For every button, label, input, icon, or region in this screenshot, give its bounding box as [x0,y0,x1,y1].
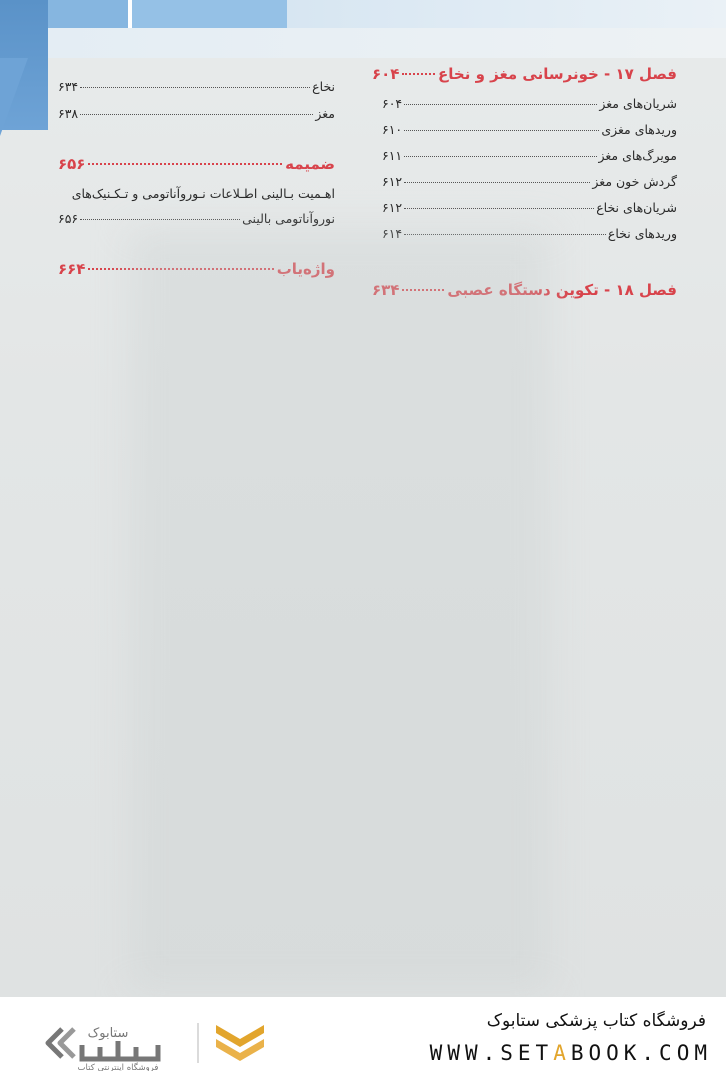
toc-entry [382,148,677,163]
entry-page: ۶۵۶ [58,211,79,226]
dot-leader [402,289,444,291]
entry-page: ۶۰۴ [382,96,403,111]
entry-page: ۶۱۰ [382,122,403,137]
store-url-link[interactable] [430,1041,712,1065]
url-part: WWW.SET [429,1041,554,1065]
dot-leader [404,156,596,157]
header-strip [48,28,726,58]
toc-entry [58,211,335,226]
toc-heading-appendix [58,155,335,173]
entry-title: نوروآناتومی بالینی [242,211,335,226]
chevron-left-icon [60,1029,74,1057]
toc-entry [382,226,677,241]
dot-leader [80,114,313,115]
entry-title: گردش خون مغز [592,174,677,189]
header-strip [287,0,726,28]
logo-text: ستابوک [87,1026,129,1041]
toc-entry [382,200,677,215]
dot-leader [88,268,273,270]
entry-page: ۶۱۲ [382,200,403,215]
toc-entry [58,106,335,121]
heading-page: ۶۰۴ [372,65,400,83]
dot-leader [80,87,310,88]
toc-entry [58,79,335,94]
heading-title: واژه‌یاب [276,260,335,278]
entry-title: وریدهای مغزی [601,122,677,137]
toc-heading-glossary [58,260,335,278]
toc-entry [382,96,677,111]
heading-title: فصل ۱۷ - خونرسانی مغز و نخاع [438,65,677,83]
header-strip [48,0,128,28]
entry-title: شریان‌های نخاع [596,200,677,215]
entry-title: مغز [315,106,335,121]
toc-heading-chapter17 [372,65,677,83]
entry-page: ۶۱۴ [382,226,403,241]
entry-title: شریان‌های مغز [599,96,677,111]
dot-leader [404,104,597,105]
toc-entry-line: اهـمیت بـالینی اطـلاعات نـوروآناتومی و تـکـنیک‌های [71,186,335,201]
dot-leader [404,234,606,235]
url-part: BOOK.COM [570,1041,712,1065]
store-name: فروشگاه کتاب پزشکی ستابوک [486,1011,706,1031]
dot-leader [404,208,594,209]
dot-leader [402,73,435,75]
toc-entry [382,174,677,189]
entry-page: ۶۳۴ [58,79,79,94]
heading-page: ۶۵۶ [58,155,86,173]
header-strip [132,0,287,28]
heading-title: ضمیمه [285,155,335,173]
dot-leader [404,182,590,183]
logo-subtext: فروشگاه اینترنتی کتاب [77,1063,159,1071]
dot-leader [404,130,599,131]
store-banner [0,997,726,1079]
corner-decoration [0,58,28,136]
heading-page: ۶۶۴ [58,260,86,278]
dot-leader [80,219,240,220]
entry-title: نخاع [312,79,335,94]
toc-entry [382,122,677,137]
heading-title: فصل ۱۸ - تکوین دستگاه عصبی [447,281,677,299]
heading-page: ۶۳۴ [372,281,400,299]
setabook-logo [38,1015,283,1071]
logo-wordmark-shape [82,1041,158,1059]
entry-page: ۶۱۱ [382,148,403,163]
entry-title: مویرگ‌های مغز [598,148,677,163]
entry-page: ۶۱۲ [382,174,403,189]
dot-leader [88,163,282,165]
entry-page: ۶۳۸ [58,106,79,121]
url-accent-letter: A [553,1041,571,1065]
entry-title: وریدهای نخاع [607,226,677,241]
toc-heading-chapter18 [372,281,677,299]
